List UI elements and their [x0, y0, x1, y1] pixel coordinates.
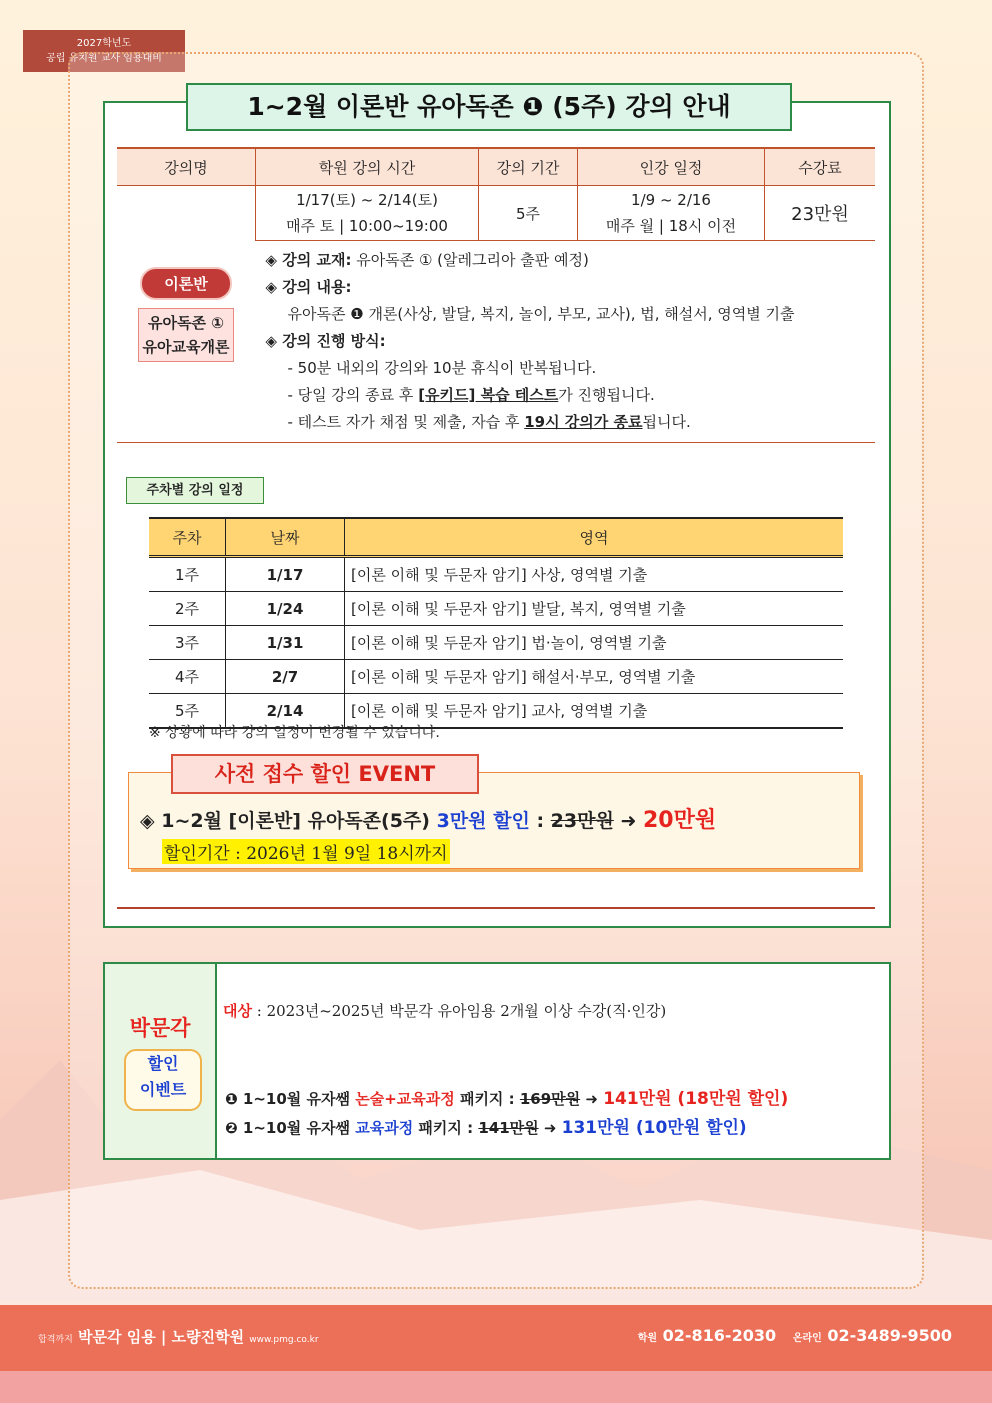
method-label: ◈ 강의 진행 방식: — [265, 332, 386, 350]
online-deadline: 매주 월 | 18시 이전 — [605, 217, 737, 235]
footer-logo: 박문각 임용 | 노량진학원 — [78, 1328, 245, 1346]
week: 5주 — [149, 694, 226, 729]
promo-brand: 박문각 — [129, 1016, 191, 1040]
promo-pill: 할인 이벤트 — [124, 1049, 202, 1111]
fee-cell: 23만원 — [765, 186, 876, 241]
content-text: 유아독존 ❶ 개론(사상, 발달, 복지, 놀이, 부모, 교사), 법, 해설서, 영역별 기출 — [287, 305, 795, 323]
area: [이론 이해 및 두문자 암기] 발달, 복지, 영역별 기출 — [345, 592, 844, 626]
course-detail-cell — [256, 241, 876, 443]
area: [이론 이해 및 두문자 암기] 해설서·부모, 영역별 기출 — [345, 660, 844, 694]
badge-year: 2027학년도 — [76, 38, 132, 49]
date: 2/7 — [226, 660, 345, 694]
table-row — [149, 557, 843, 592]
class-name-box — [138, 308, 235, 362]
week: 3주 — [149, 626, 226, 660]
date: 1/31 — [226, 626, 345, 660]
event-old-price: 23만원 — [550, 810, 614, 832]
header-class-time: 학원 강의 시간 — [256, 148, 479, 186]
schedule-note: ※ 상황에 따라 강의 일정이 변경될 수 있습니다. — [149, 725, 440, 741]
event-new-price: 20만원 — [642, 808, 717, 833]
online-schedule-cell — [578, 186, 765, 241]
date: 1/24 — [226, 592, 345, 626]
date: 2/14 — [226, 694, 345, 729]
footer-contacts: 학원 02-816-2030 온라인 02-3489-9500 — [637, 1326, 952, 1345]
method-item-3: - 테스트 자가 채점 및 제출, 자습 후 19시 강의가 종료됩니다. — [287, 413, 691, 431]
header-online-schedule: 인강 일정 — [578, 148, 765, 186]
promo-item-2: ❷ 1~10월 유자쌤 교육과정 패키지 : 141만원 ➜ 131만원 (10만원 할인) — [225, 1118, 747, 1138]
schedule-label: 주차별 강의 일정 — [126, 477, 264, 504]
header-fee: 수강료 — [765, 148, 876, 186]
promo-item-1: ❶ 1~10월 유자쌤 논술+교육과정 패키지 : 169만원 ➜ 141만원 (18만원 할인) — [225, 1089, 789, 1109]
event-prefix: ◈ 1~2월 [이론반] 유아독존(5주) — [140, 810, 437, 832]
week: 1주 — [149, 557, 226, 592]
promo-box — [103, 962, 891, 1160]
date: 1/17 — [226, 557, 345, 592]
header-course-name: 강의명 — [117, 148, 256, 186]
header-duration: 강의 기간 — [479, 148, 578, 186]
duration-cell: 5주 — [479, 186, 578, 241]
schedule-header-area: 영역 — [345, 518, 844, 557]
academy-phone: 02-816-2030 — [662, 1326, 777, 1345]
course-table — [117, 147, 875, 443]
event-period: 할인기간 : 2026년 1월 9일 18시까지 — [162, 839, 450, 864]
class-type-pill: 이론반 — [140, 267, 231, 300]
online-phone: 02-3489-9500 — [827, 1326, 952, 1345]
course-name-cell — [117, 186, 256, 443]
schedule-header-week: 주차 — [149, 518, 226, 557]
online-dates: 1/9 ~ 2/16 — [631, 191, 711, 209]
page-title: 1~2월 이론반 유아독존 ❶ (5주) 강의 안내 — [186, 83, 792, 131]
class-time-hours: 매주 토 | 10:00~19:00 — [286, 217, 448, 235]
table-row — [149, 626, 843, 660]
badge-subtitle: 공립 유치원 교사 임용대비 — [46, 53, 162, 64]
content-label: ◈ 강의 내용: — [265, 278, 352, 296]
footer-strip — [0, 1371, 992, 1403]
class-time-dates: 1/17(토) ~ 2/14(토) — [296, 191, 438, 209]
method-item-2: - 당일 강의 종료 후 [유키드] 복습 테스트가 진행됩니다. — [287, 386, 655, 404]
event-discount: 3만원 할인 — [436, 810, 530, 832]
material-text: 유아독존 ① (알레그리아 출판 예정) — [356, 251, 589, 269]
area: [이론 이해 및 두문자 암기] 교사, 영역별 기출 — [345, 694, 844, 729]
table-row — [149, 592, 843, 626]
area: [이론 이해 및 두문자 암기] 법·놀이, 영역별 기출 — [345, 626, 844, 660]
class-time-cell — [256, 186, 479, 241]
promo-left-panel — [105, 964, 217, 1158]
schedule-header-date: 날짜 — [226, 518, 345, 557]
footer-brand: 합격까지 박문각 임용 | 노량진학원 www.pmg.co.kr — [38, 1328, 319, 1346]
event-title: 사전 접수 할인 EVENT — [171, 754, 479, 794]
table-row — [149, 660, 843, 694]
week: 2주 — [149, 592, 226, 626]
promo-target: 대상 : 2023년~2025년 박문각 유아임용 2개월 이상 수강(직·인강) — [223, 1002, 667, 1020]
divider — [117, 907, 875, 909]
schedule-table — [149, 517, 843, 729]
class-name-line1: 유아독존 ① — [148, 313, 224, 332]
area: [이론 이해 및 두문자 암기] 사상, 영역별 기출 — [345, 557, 844, 592]
method-item-1: - 50분 내외의 강의와 10분 휴식이 반복됩니다. — [287, 359, 597, 377]
event-offer: ◈ 1~2월 [이론반] 유아독존(5주) 3만원 할인 : 23만원 ➜ 20만원 — [140, 808, 717, 833]
footer-url[interactable]: www.pmg.co.kr — [249, 1335, 319, 1345]
week: 4주 — [149, 660, 226, 694]
class-name-line2: 유아교육개론 — [142, 337, 230, 356]
material-label: ◈ 강의 교재: — [265, 251, 352, 269]
